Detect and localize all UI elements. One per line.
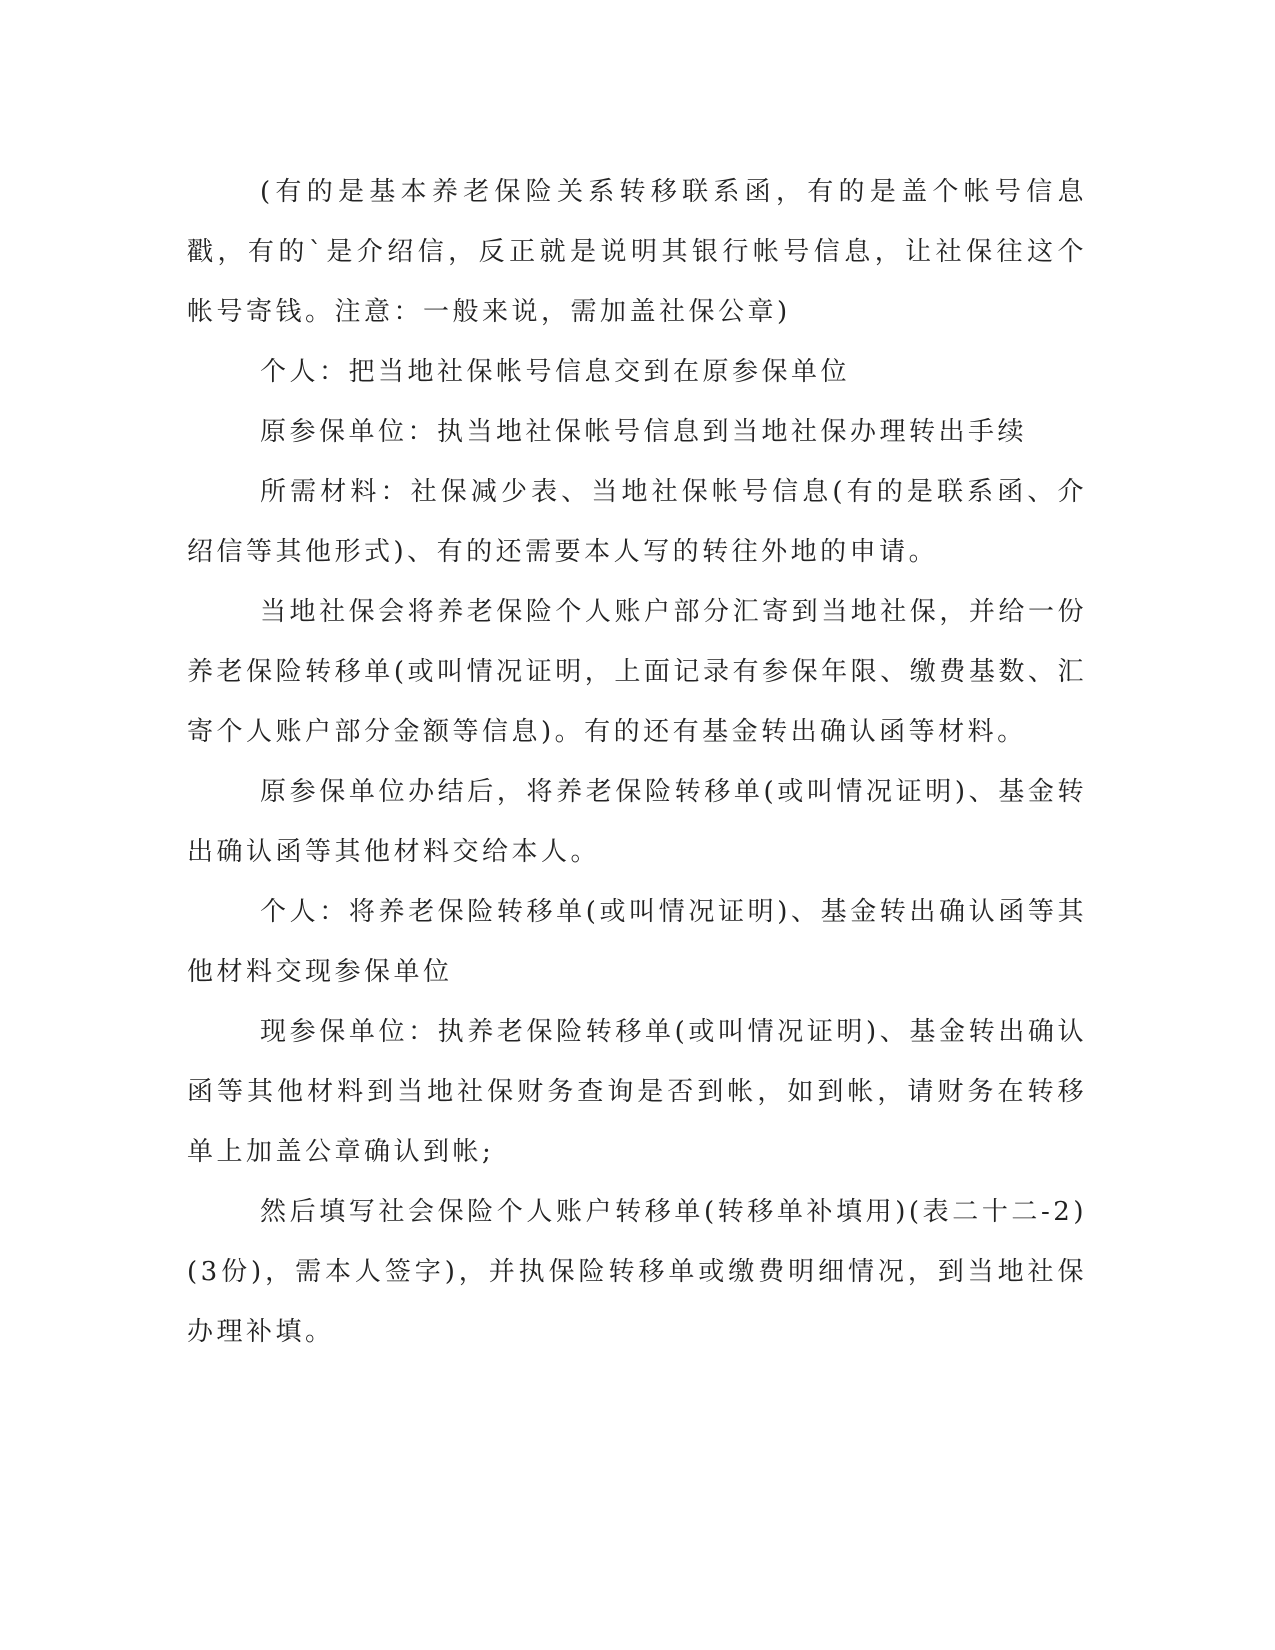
paragraph-2: 个人：把当地社保帐号信息交到在原参保单位: [260, 357, 851, 387]
paragraph-8: 现参保单位：执养老保险转移单(或叫情况证明)、基金转出确认函等其他材料到当地社保财务查询是否到帐，如到帐，请财务在转移单上加盖公章确认到帐;: [187, 1017, 1087, 1167]
document-body: [187, 162, 1087, 1362]
paragraph-3: 原参保单位：执当地社保帐号信息到当地社保办理转出手续: [260, 417, 1028, 447]
paragraph-9: 然后填写社会保险个人账户转移单(转移单补填用)(表二十二-2)(3份)，需本人签字)，并执保险转移单或缴费明细情况，到当地社保办理补填。: [187, 1197, 1087, 1347]
paragraph-1: (有的是基本养老保险关系转移联系函，有的是盖个帐号信息戳，有的`是介绍信，反正就是说明其银行帐号信息，让社保往这个帐号寄钱。注意：一般来说，需加盖社保公章): [187, 177, 1087, 327]
paragraph-6: 原参保单位办结后，将养老保险转移单(或叫情况证明)、基金转出确认函等其他材料交给本人。: [187, 777, 1087, 867]
paragraph-7: 个人：将养老保险转移单(或叫情况证明)、基金转出确认函等其他材料交现参保单位: [187, 897, 1087, 987]
paragraph-4: 所需材料：社保减少表、当地社保帐号信息(有的是联系函、介绍信等其他形式)、有的还需要本人写的转往外地的申请。: [187, 477, 1087, 567]
paragraph-5: 当地社保会将养老保险个人账户部分汇寄到当地社保，并给一份养老保险转移单(或叫情况证明，上面记录有参保年限、缴费基数、汇寄个人账户部分金额等信息)。有的还有基金转出确认函等材料。: [187, 597, 1087, 747]
